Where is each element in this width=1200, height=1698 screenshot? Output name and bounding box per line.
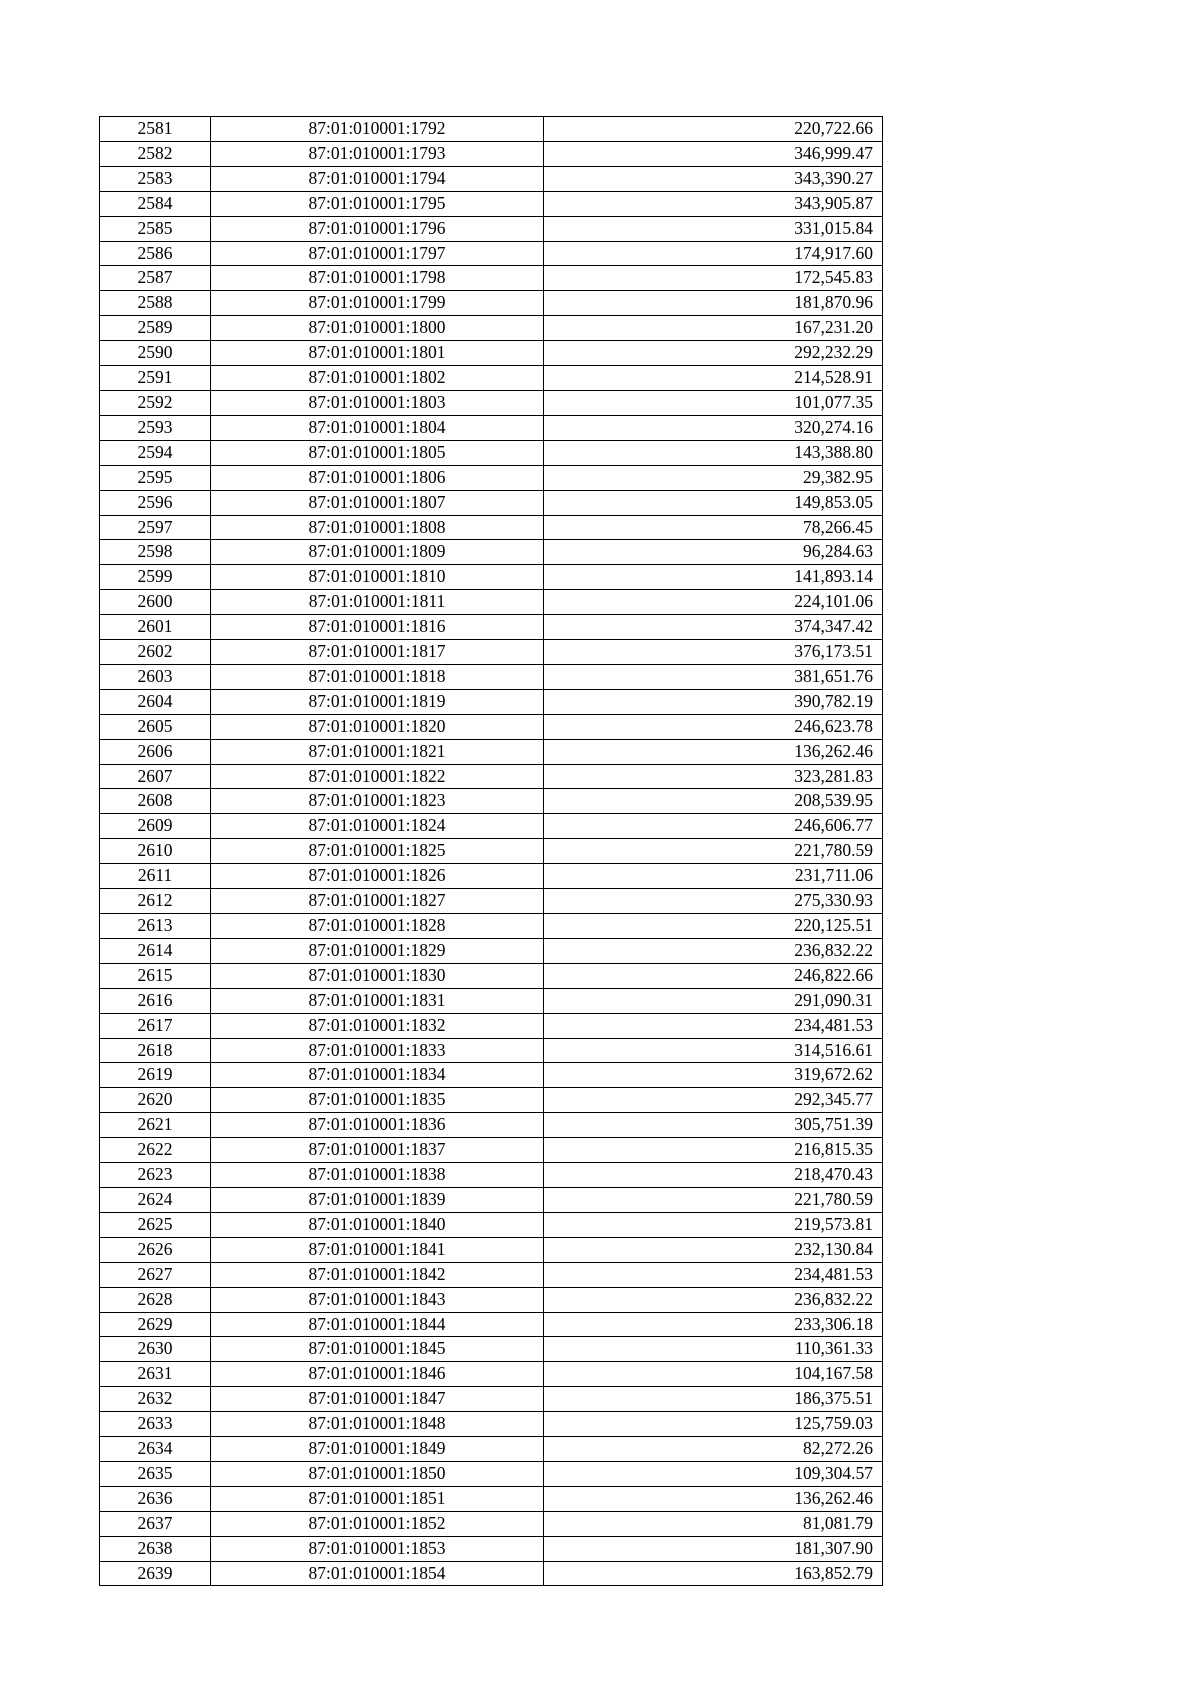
- row-number-cell: 2597: [100, 515, 211, 540]
- value-cell: 292,345.77: [544, 1088, 883, 1113]
- cadastral-number-cell: 87:01:010001:1827: [211, 889, 544, 914]
- value-cell: 163,852.79: [544, 1561, 883, 1586]
- value-cell: 218,470.43: [544, 1163, 883, 1188]
- row-number-cell: 2614: [100, 938, 211, 963]
- cadastral-number-cell: 87:01:010001:1833: [211, 1038, 544, 1063]
- value-cell: 172,545.83: [544, 266, 883, 291]
- cadastral-number-cell: 87:01:010001:1825: [211, 839, 544, 864]
- table-row: [100, 1387, 883, 1412]
- table-row: [100, 1038, 883, 1063]
- row-number-cell: 2634: [100, 1437, 211, 1462]
- table-row: [100, 166, 883, 191]
- table-row: [100, 839, 883, 864]
- cadastral-number-cell: 87:01:010001:1852: [211, 1511, 544, 1536]
- table-row: [100, 540, 883, 565]
- row-number-cell: 2586: [100, 241, 211, 266]
- cadastral-number-cell: 87:01:010001:1834: [211, 1063, 544, 1088]
- value-cell: 181,870.96: [544, 291, 883, 316]
- row-number-cell: 2628: [100, 1287, 211, 1312]
- table-row: [100, 490, 883, 515]
- table-row: [100, 590, 883, 615]
- value-cell: 291,090.31: [544, 988, 883, 1013]
- value-cell: 319,672.62: [544, 1063, 883, 1088]
- row-number-cell: 2591: [100, 366, 211, 391]
- row-number-cell: 2627: [100, 1262, 211, 1287]
- table-row: [100, 415, 883, 440]
- table-row: [100, 341, 883, 366]
- table-row: [100, 390, 883, 415]
- cadastral-number-cell: 87:01:010001:1830: [211, 963, 544, 988]
- value-cell: 246,623.78: [544, 714, 883, 739]
- row-number-cell: 2581: [100, 117, 211, 142]
- cadastral-number-cell: 87:01:010001:1839: [211, 1187, 544, 1212]
- value-cell: 331,015.84: [544, 216, 883, 241]
- cadastral-number-cell: 87:01:010001:1842: [211, 1262, 544, 1287]
- row-number-cell: 2616: [100, 988, 211, 1013]
- table-row: [100, 515, 883, 540]
- row-number-cell: 2604: [100, 689, 211, 714]
- table-row: [100, 1536, 883, 1561]
- value-cell: 246,606.77: [544, 814, 883, 839]
- value-cell: 224,101.06: [544, 590, 883, 615]
- row-number-cell: 2637: [100, 1511, 211, 1536]
- cadastral-number-cell: 87:01:010001:1798: [211, 266, 544, 291]
- table-row: [100, 789, 883, 814]
- cadastral-number-cell: 87:01:010001:1807: [211, 490, 544, 515]
- value-cell: 104,167.58: [544, 1362, 883, 1387]
- row-number-cell: 2601: [100, 615, 211, 640]
- cadastral-number-cell: 87:01:010001:1853: [211, 1536, 544, 1561]
- cadastral-number-cell: 87:01:010001:1797: [211, 241, 544, 266]
- cadastral-number-cell: 87:01:010001:1826: [211, 864, 544, 889]
- value-cell: 136,262.46: [544, 739, 883, 764]
- table-row: [100, 739, 883, 764]
- value-cell: 246,822.66: [544, 963, 883, 988]
- value-cell: 110,361.33: [544, 1337, 883, 1362]
- cadastral-number-cell: 87:01:010001:1803: [211, 390, 544, 415]
- row-number-cell: 2584: [100, 191, 211, 216]
- row-number-cell: 2598: [100, 540, 211, 565]
- cadastral-number-cell: 87:01:010001:1845: [211, 1337, 544, 1362]
- row-number-cell: 2621: [100, 1113, 211, 1138]
- table-row: [100, 1237, 883, 1262]
- value-cell: 82,272.26: [544, 1437, 883, 1462]
- cadastral-number-cell: 87:01:010001:1811: [211, 590, 544, 615]
- value-cell: 236,832.22: [544, 1287, 883, 1312]
- table-row: [100, 1486, 883, 1511]
- value-cell: 96,284.63: [544, 540, 883, 565]
- row-number-cell: 2588: [100, 291, 211, 316]
- row-number-cell: 2633: [100, 1412, 211, 1437]
- table-row: [100, 1063, 883, 1088]
- row-number-cell: 2618: [100, 1038, 211, 1063]
- row-number-cell: 2587: [100, 266, 211, 291]
- table-row: [100, 764, 883, 789]
- value-cell: 374,347.42: [544, 615, 883, 640]
- table-row: [100, 191, 883, 216]
- table-row: [100, 316, 883, 341]
- row-number-cell: 2608: [100, 789, 211, 814]
- value-cell: 181,307.90: [544, 1536, 883, 1561]
- cadastral-number-cell: 87:01:010001:1840: [211, 1212, 544, 1237]
- row-number-cell: 2609: [100, 814, 211, 839]
- cadastral-number-cell: 87:01:010001:1849: [211, 1437, 544, 1462]
- cadastral-number-cell: 87:01:010001:1792: [211, 117, 544, 142]
- row-number-cell: 2617: [100, 1013, 211, 1038]
- value-cell: 143,388.80: [544, 440, 883, 465]
- row-number-cell: 2612: [100, 889, 211, 914]
- table-row: [100, 1163, 883, 1188]
- table-row: [100, 1461, 883, 1486]
- table-body: [100, 117, 883, 1586]
- value-cell: 381,651.76: [544, 664, 883, 689]
- table-row: [100, 714, 883, 739]
- cadastral-number-cell: 87:01:010001:1810: [211, 565, 544, 590]
- row-number-cell: 2603: [100, 664, 211, 689]
- value-cell: 29,382.95: [544, 465, 883, 490]
- value-cell: 78,266.45: [544, 515, 883, 540]
- row-number-cell: 2613: [100, 914, 211, 939]
- table-row: [100, 216, 883, 241]
- cadastral-number-cell: 87:01:010001:1841: [211, 1237, 544, 1262]
- table-row: [100, 241, 883, 266]
- row-number-cell: 2594: [100, 440, 211, 465]
- value-cell: 101,077.35: [544, 390, 883, 415]
- value-cell: 233,306.18: [544, 1312, 883, 1337]
- table-row: [100, 1138, 883, 1163]
- cadastral-number-cell: 87:01:010001:1838: [211, 1163, 544, 1188]
- row-number-cell: 2600: [100, 590, 211, 615]
- row-number-cell: 2636: [100, 1486, 211, 1511]
- value-cell: 343,905.87: [544, 191, 883, 216]
- table-row: [100, 465, 883, 490]
- value-cell: 219,573.81: [544, 1212, 883, 1237]
- table-row: [100, 914, 883, 939]
- row-number-cell: 2620: [100, 1088, 211, 1113]
- value-cell: 376,173.51: [544, 640, 883, 665]
- cadastral-number-cell: 87:01:010001:1829: [211, 938, 544, 963]
- cadastral-number-cell: 87:01:010001:1846: [211, 1362, 544, 1387]
- value-cell: 141,893.14: [544, 565, 883, 590]
- row-number-cell: 2635: [100, 1461, 211, 1486]
- table-row: [100, 117, 883, 142]
- row-number-cell: 2607: [100, 764, 211, 789]
- value-cell: 186,375.51: [544, 1387, 883, 1412]
- table-row: [100, 615, 883, 640]
- value-cell: 221,780.59: [544, 1187, 883, 1212]
- value-cell: 231,711.06: [544, 864, 883, 889]
- cadastral-number-cell: 87:01:010001:1848: [211, 1412, 544, 1437]
- row-number-cell: 2631: [100, 1362, 211, 1387]
- cadastral-number-cell: 87:01:010001:1844: [211, 1312, 544, 1337]
- cadastral-number-cell: 87:01:010001:1793: [211, 141, 544, 166]
- cadastral-number-cell: 87:01:010001:1816: [211, 615, 544, 640]
- cadastral-number-cell: 87:01:010001:1808: [211, 515, 544, 540]
- value-cell: 234,481.53: [544, 1262, 883, 1287]
- value-cell: 275,330.93: [544, 889, 883, 914]
- cadastral-number-cell: 87:01:010001:1795: [211, 191, 544, 216]
- cadastral-number-cell: 87:01:010001:1831: [211, 988, 544, 1013]
- row-number-cell: 2622: [100, 1138, 211, 1163]
- value-cell: 320,274.16: [544, 415, 883, 440]
- table-row: [100, 440, 883, 465]
- table-row: [100, 938, 883, 963]
- row-number-cell: 2590: [100, 341, 211, 366]
- row-number-cell: 2611: [100, 864, 211, 889]
- table-row: [100, 1287, 883, 1312]
- cadastral-number-cell: 87:01:010001:1835: [211, 1088, 544, 1113]
- value-cell: 136,262.46: [544, 1486, 883, 1511]
- table-row: [100, 963, 883, 988]
- cadastral-number-cell: 87:01:010001:1824: [211, 814, 544, 839]
- table-row: [100, 814, 883, 839]
- table-row: [100, 291, 883, 316]
- value-cell: 214,528.91: [544, 366, 883, 391]
- value-cell: 220,722.66: [544, 117, 883, 142]
- cadastral-number-cell: 87:01:010001:1809: [211, 540, 544, 565]
- cadastral-number-cell: 87:01:010001:1819: [211, 689, 544, 714]
- data-table: [99, 116, 883, 1586]
- cadastral-number-cell: 87:01:010001:1806: [211, 465, 544, 490]
- row-number-cell: 2623: [100, 1163, 211, 1188]
- table-row: [100, 664, 883, 689]
- row-number-cell: 2630: [100, 1337, 211, 1362]
- cadastral-number-cell: 87:01:010001:1832: [211, 1013, 544, 1038]
- row-number-cell: 2639: [100, 1561, 211, 1586]
- cadastral-number-cell: 87:01:010001:1821: [211, 739, 544, 764]
- row-number-cell: 2610: [100, 839, 211, 864]
- table-row: [100, 864, 883, 889]
- row-number-cell: 2599: [100, 565, 211, 590]
- row-number-cell: 2615: [100, 963, 211, 988]
- value-cell: 292,232.29: [544, 341, 883, 366]
- cadastral-number-cell: 87:01:010001:1847: [211, 1387, 544, 1412]
- cadastral-number-cell: 87:01:010001:1820: [211, 714, 544, 739]
- value-cell: 305,751.39: [544, 1113, 883, 1138]
- cadastral-number-cell: 87:01:010001:1843: [211, 1287, 544, 1312]
- row-number-cell: 2589: [100, 316, 211, 341]
- value-cell: 216,815.35: [544, 1138, 883, 1163]
- row-number-cell: 2626: [100, 1237, 211, 1262]
- table-row: [100, 889, 883, 914]
- row-number-cell: 2593: [100, 415, 211, 440]
- table-row: [100, 1212, 883, 1237]
- value-cell: 125,759.03: [544, 1412, 883, 1437]
- value-cell: 323,281.83: [544, 764, 883, 789]
- value-cell: 236,832.22: [544, 938, 883, 963]
- cadastral-number-cell: 87:01:010001:1805: [211, 440, 544, 465]
- row-number-cell: 2605: [100, 714, 211, 739]
- value-cell: 149,853.05: [544, 490, 883, 515]
- table-row: [100, 1561, 883, 1586]
- row-number-cell: 2638: [100, 1536, 211, 1561]
- cadastral-number-cell: 87:01:010001:1851: [211, 1486, 544, 1511]
- cadastral-number-cell: 87:01:010001:1854: [211, 1561, 544, 1586]
- table-row: [100, 1511, 883, 1536]
- table-row: [100, 1312, 883, 1337]
- cadastral-number-cell: 87:01:010001:1804: [211, 415, 544, 440]
- row-number-cell: 2624: [100, 1187, 211, 1212]
- table-row: [100, 565, 883, 590]
- value-cell: 221,780.59: [544, 839, 883, 864]
- cadastral-number-cell: 87:01:010001:1802: [211, 366, 544, 391]
- row-number-cell: 2585: [100, 216, 211, 241]
- table-row: [100, 1412, 883, 1437]
- table-row: [100, 689, 883, 714]
- row-number-cell: 2602: [100, 640, 211, 665]
- cadastral-number-cell: 87:01:010001:1801: [211, 341, 544, 366]
- row-number-cell: 2583: [100, 166, 211, 191]
- table-row: [100, 1437, 883, 1462]
- row-number-cell: 2625: [100, 1212, 211, 1237]
- table-row: [100, 640, 883, 665]
- value-cell: 346,999.47: [544, 141, 883, 166]
- table-row: [100, 1113, 883, 1138]
- value-cell: 343,390.27: [544, 166, 883, 191]
- cadastral-number-cell: 87:01:010001:1817: [211, 640, 544, 665]
- table-row: [100, 1362, 883, 1387]
- cadastral-number-cell: 87:01:010001:1800: [211, 316, 544, 341]
- cadastral-number-cell: 87:01:010001:1822: [211, 764, 544, 789]
- cadastral-number-cell: 87:01:010001:1823: [211, 789, 544, 814]
- cadastral-number-cell: 87:01:010001:1837: [211, 1138, 544, 1163]
- table-row: [100, 1013, 883, 1038]
- table-row: [100, 1337, 883, 1362]
- row-number-cell: 2596: [100, 490, 211, 515]
- table-row: [100, 1262, 883, 1287]
- cadastral-number-cell: 87:01:010001:1799: [211, 291, 544, 316]
- row-number-cell: 2592: [100, 390, 211, 415]
- table-row: [100, 1088, 883, 1113]
- row-number-cell: 2632: [100, 1387, 211, 1412]
- cadastral-number-cell: 87:01:010001:1828: [211, 914, 544, 939]
- table-row: [100, 141, 883, 166]
- value-cell: 208,539.95: [544, 789, 883, 814]
- value-cell: 232,130.84: [544, 1237, 883, 1262]
- value-cell: 167,231.20: [544, 316, 883, 341]
- cadastral-number-cell: 87:01:010001:1836: [211, 1113, 544, 1138]
- table-row: [100, 988, 883, 1013]
- table-row: [100, 266, 883, 291]
- value-cell: 390,782.19: [544, 689, 883, 714]
- cadastral-number-cell: 87:01:010001:1794: [211, 166, 544, 191]
- cadastral-number-cell: 87:01:010001:1850: [211, 1461, 544, 1486]
- row-number-cell: 2629: [100, 1312, 211, 1337]
- row-number-cell: 2582: [100, 141, 211, 166]
- value-cell: 220,125.51: [544, 914, 883, 939]
- row-number-cell: 2619: [100, 1063, 211, 1088]
- table-row: [100, 366, 883, 391]
- value-cell: 314,516.61: [544, 1038, 883, 1063]
- value-cell: 174,917.60: [544, 241, 883, 266]
- cadastral-number-cell: 87:01:010001:1818: [211, 664, 544, 689]
- row-number-cell: 2606: [100, 739, 211, 764]
- value-cell: 81,081.79: [544, 1511, 883, 1536]
- cadastral-number-cell: 87:01:010001:1796: [211, 216, 544, 241]
- value-cell: 234,481.53: [544, 1013, 883, 1038]
- value-cell: 109,304.57: [544, 1461, 883, 1486]
- row-number-cell: 2595: [100, 465, 211, 490]
- table-row: [100, 1187, 883, 1212]
